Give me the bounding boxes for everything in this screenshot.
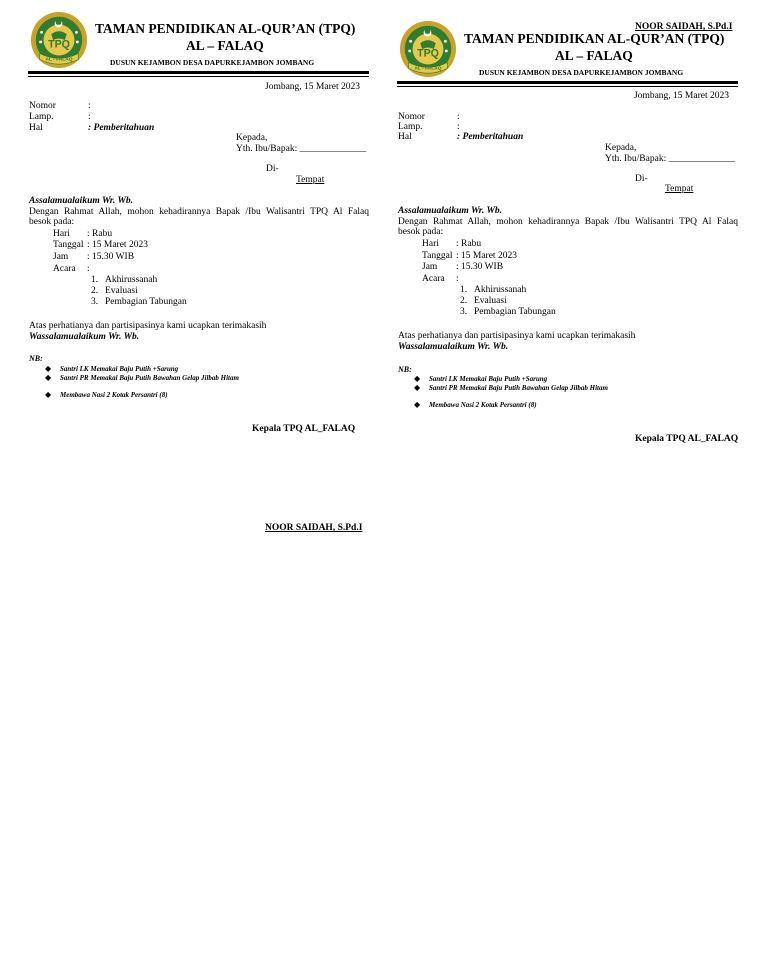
- body-line-1: Dengan Rahmat Allah, mohon kehadirannya Bapak /Ibu Walisantri TPQ Al Falaq: [29, 207, 369, 217]
- recipient-kepada: Kepada,: [236, 133, 268, 143]
- nomor-label: Nomor: [398, 112, 425, 122]
- agenda-item-3: Pembagian Tabungan: [474, 307, 556, 317]
- lamp-label: Lamp.: [398, 122, 423, 132]
- tanggal-label: Tanggal: [422, 251, 453, 261]
- logo-text: TPQ: [48, 38, 70, 51]
- top-name: NOOR SAIDAH, S.Pd.I: [635, 22, 733, 32]
- note-1: Santri LK Memakai Baju Putih +Sarung: [429, 375, 548, 383]
- hal-value: : Pemberitahuan: [88, 123, 155, 133]
- bullet-diamond-icon: ◆: [414, 383, 421, 392]
- header-title-2: AL – FALAQ: [555, 48, 633, 63]
- acara-value: :: [87, 264, 90, 274]
- lamp-value: :: [457, 122, 460, 132]
- agenda-item-1: Akhirussanah: [105, 275, 158, 285]
- header-title-1: TAMAN PENDIDIKAN AL-QUR’AN (TPQ): [95, 21, 356, 36]
- body-line-2: besok pada:: [29, 217, 75, 227]
- recipient-kepada: Kepada,: [605, 143, 637, 153]
- hari-label: Hari: [422, 239, 439, 249]
- note-2: Santri PR Memakai Baju Putih Bawahan Gelap Jilbab Hitam: [429, 384, 608, 392]
- agenda-num-3: 3.: [460, 307, 468, 317]
- note-3: Membawa Nasi 2 Kotak Persantri (8): [60, 391, 168, 399]
- agenda-item-2: Evaluasi: [474, 296, 507, 306]
- closing-thanks: Atas perhatianya dan partisipasinya kami ucapkan terimakasih: [29, 321, 267, 331]
- body-line-2: besok pada:: [398, 227, 444, 237]
- agenda-item-3: Pembagian Tabungan: [105, 297, 187, 307]
- tanggal-label: Tanggal: [53, 240, 84, 250]
- agenda-item-2: Evaluasi: [105, 286, 138, 296]
- header-rule-thin: [397, 86, 738, 87]
- logo-subtext: AL - FALAQ: [414, 66, 442, 72]
- recipient-yth: Yth. Ibu/Bapak: ______________: [605, 154, 736, 164]
- lamp-label: Lamp.: [29, 112, 54, 122]
- jam-value: : 15.30 WIB: [456, 262, 504, 272]
- header-rule-thick: [397, 81, 738, 84]
- nomor-label: Nomor: [29, 101, 56, 111]
- agenda-num-3: 3.: [91, 297, 99, 307]
- agenda-num-2: 2.: [91, 286, 99, 296]
- note-3: Membawa Nasi 2 Kotak Persantri (8): [429, 401, 537, 409]
- body-line-1: Dengan Rahmat Allah, mohon kehadirannya Bapak /Ibu Walisantri TPQ Al Falaq: [398, 217, 738, 227]
- hal-value: : Pemberitahuan: [457, 132, 524, 142]
- nomor-value: :: [88, 101, 91, 111]
- acara-value: :: [456, 274, 459, 284]
- jam-value: : 15.30 WIB: [87, 252, 135, 262]
- recipient-di: Di-: [635, 174, 648, 184]
- logo-text: TPQ: [417, 47, 439, 60]
- letter-date: Jombang, 15 Maret 2023: [265, 82, 360, 92]
- closing-salam: Wassalamualaikum Wr. Wb.: [398, 342, 509, 352]
- bullet-diamond-icon: ◆: [45, 390, 52, 399]
- closing-thanks: Atas perhatianya dan partisipasinya kami ucapkan terimakasih: [398, 331, 636, 341]
- recipient-tempat: Tempat: [296, 175, 325, 185]
- nomor-value: :: [457, 112, 460, 122]
- acara-label: Acara: [53, 264, 76, 274]
- closing-salam: Wassalamualaikum Wr. Wb.: [29, 332, 140, 342]
- agenda-item-1: Akhirussanah: [474, 285, 527, 295]
- greeting: Assalamualaikum Wr. Wb.: [398, 206, 503, 216]
- signature-name: NOOR SAIDAH, S.Pd.I: [265, 523, 363, 533]
- lamp-value: :: [88, 112, 91, 122]
- header-title-2: AL – FALAQ: [186, 38, 264, 53]
- letter-date: Jombang, 15 Maret 2023: [634, 91, 729, 101]
- agenda-num-1: 1.: [91, 275, 99, 285]
- recipient-di: Di-: [266, 164, 279, 174]
- hal-label: Hal: [29, 123, 43, 133]
- hal-label: Hal: [398, 132, 412, 142]
- header-address: DUSUN KEJAMBON DESA DAPURKEJAMBON JOMBANG: [479, 68, 684, 77]
- acara-label: Acara: [422, 274, 445, 284]
- tanggal-value: : 15 Maret 2023: [456, 251, 517, 261]
- agenda-num-1: 1.: [460, 285, 468, 295]
- note-2: Santri PR Memakai Baju Putih Bawahan Gelap Jilbab Hitam: [60, 374, 239, 382]
- bullet-diamond-icon: ◆: [414, 400, 421, 409]
- nb-label: NB:: [29, 354, 43, 363]
- logo-subtext: AL - FALAQ: [45, 57, 73, 63]
- recipient-yth: Yth. Ibu/Bapak: ______________: [236, 144, 367, 154]
- jam-label: Jam: [422, 262, 438, 272]
- tpq-logo-icon: [399, 20, 457, 78]
- jam-label: Jam: [53, 252, 69, 262]
- tanggal-value: : 15 Maret 2023: [87, 240, 148, 250]
- bullet-diamond-icon: ◆: [45, 373, 52, 382]
- header-title-1: TAMAN PENDIDIKAN AL-QUR’AN (TPQ): [464, 31, 725, 46]
- hari-value: : Rabu: [456, 239, 482, 249]
- signature-title: Kepala TPQ AL_FALAQ: [252, 424, 356, 434]
- greeting: Assalamualaikum Wr. Wb.: [29, 196, 134, 206]
- nb-label: NB:: [398, 365, 412, 374]
- header-address: DUSUN KEJAMBON DESA DAPURKEJAMBON JOMBANG: [110, 58, 315, 67]
- recipient-tempat: Tempat: [665, 184, 694, 194]
- hari-value: : Rabu: [87, 229, 113, 239]
- note-1: Santri LK Memakai Baju Putih +Sarung: [60, 365, 179, 373]
- signature-title: Kepala TPQ AL_FALAQ: [635, 434, 739, 444]
- bullet-diamond-icon: ◆: [414, 374, 421, 383]
- agenda-num-2: 2.: [460, 296, 468, 306]
- hari-label: Hari: [53, 229, 70, 239]
- bullet-diamond-icon: ◆: [45, 364, 52, 373]
